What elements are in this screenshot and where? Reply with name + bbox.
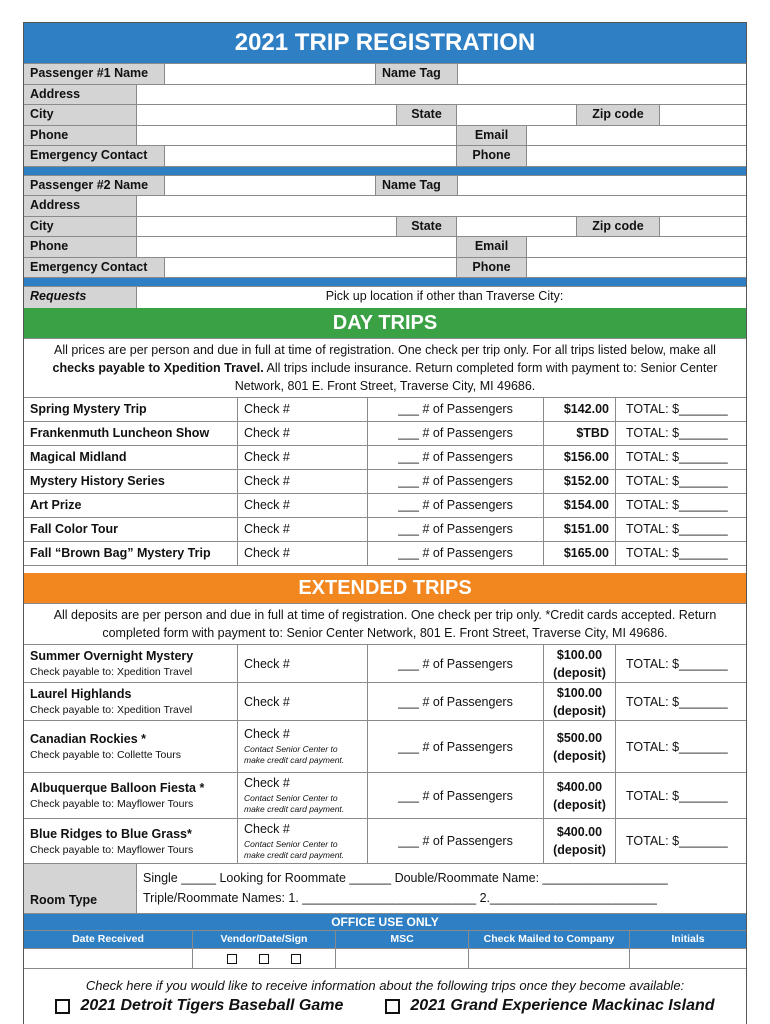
trip-price: $154.00	[544, 494, 616, 517]
check-number-field[interactable]	[238, 819, 368, 863]
p2-address-field[interactable]	[137, 196, 746, 216]
p1-address-field[interactable]	[137, 85, 746, 105]
table-row	[24, 644, 746, 682]
p2-name-tag-field[interactable]	[458, 176, 746, 196]
check-label: Check #	[244, 821, 290, 836]
total-field[interactable]: TOTAL: $_______	[626, 402, 728, 416]
trip-price: $400.00	[556, 779, 603, 794]
passenger-count-field[interactable]: ___ # of Passengers	[368, 398, 544, 421]
trip-price: $152.00	[544, 470, 616, 493]
deposit-label: (deposit)	[553, 843, 606, 857]
passenger-count-field[interactable]	[368, 683, 544, 720]
p1-emergency-phone-field[interactable]	[527, 146, 746, 166]
credit-card-note	[244, 744, 367, 766]
trip-price: $165.00	[544, 542, 616, 565]
tigers-game-checkbox[interactable]	[55, 999, 70, 1014]
office-vendor-field	[193, 949, 336, 968]
credit-card-note	[244, 793, 367, 815]
deposit-label: (deposit)	[553, 665, 606, 680]
total-field[interactable]: TOTAL: $_______	[626, 426, 728, 440]
deposit-label: (deposit)	[553, 703, 606, 718]
section-divider	[24, 166, 746, 175]
extended-trips-heading: EXTENDED TRIPS	[24, 573, 746, 603]
p2-city-label: City	[24, 217, 137, 237]
table-row	[24, 397, 746, 421]
passenger-count-field[interactable]: ___ # of Passengers	[368, 470, 544, 493]
table-row	[24, 541, 746, 565]
vendor-checkbox[interactable]	[227, 954, 237, 964]
office-col-date-received: Date Received	[24, 931, 193, 948]
trip-price: $151.00	[544, 518, 616, 541]
interest-options	[24, 997, 746, 1015]
deposit-cell	[544, 819, 616, 863]
deposit-cell	[544, 773, 616, 818]
trip-name-cell	[24, 819, 238, 863]
total-field[interactable]: TOTAL: $_______	[626, 474, 728, 488]
p2-city-field[interactable]	[137, 217, 397, 237]
trip-name: Albuquerque Balloon Fiesta *	[30, 781, 205, 795]
check-label: Check #	[244, 776, 290, 790]
p2-name-field[interactable]	[165, 176, 376, 196]
trip-name: Blue Ridges to Blue Grass*	[30, 826, 192, 841]
check-label: Check #	[244, 694, 290, 709]
room-type-row	[24, 863, 746, 913]
p1-emergency-field[interactable]	[165, 146, 457, 166]
trip-price: $400.00	[556, 825, 603, 839]
day-trips-table	[24, 397, 746, 565]
extended-trips-note: All deposits are per person and due in full at time of registration. One check per trip only. *Credit cards accepted. Return completed form with payment to: Senior Center Network, 801 E. Front Street, Traverse City, MI 49686.	[24, 603, 746, 644]
credit-card-note-line: make credit card payment.	[244, 804, 345, 814]
day-trips-note-text: All prices are per person and due in full at time of registration. One check per trip only. For all trips listed below, make all	[54, 343, 716, 357]
date-checkbox[interactable]	[259, 954, 269, 964]
section-divider	[24, 277, 746, 286]
form-title: 2021 TRIP REGISTRATION	[24, 23, 746, 63]
table-row	[24, 469, 746, 493]
interest-note: Check here if you would like to receive information about the following trips once they become available:	[85, 978, 685, 993]
requests-field[interactable]: Pick up location if other than Traverse City:	[137, 287, 746, 308]
day-trips-heading: DAY TRIPS	[24, 308, 746, 338]
check-number-field[interactable]: Check #	[238, 446, 368, 469]
table-row	[24, 682, 746, 720]
payable-to: Check payable to: Xpedition Travel	[30, 666, 193, 678]
p2-name-label: Passenger #2 Name	[24, 176, 165, 196]
deposit-cell	[544, 683, 616, 720]
check-number-field[interactable]: Check #	[238, 422, 368, 445]
passenger-count-field[interactable]	[368, 819, 544, 863]
deposit-cell	[544, 645, 616, 682]
deposit-label: (deposit)	[553, 797, 606, 812]
p1-email-label: Email	[457, 126, 527, 146]
passengers-label: ___ # of Passengers	[398, 788, 513, 803]
table-row	[24, 818, 746, 863]
spacer	[24, 565, 746, 573]
p2-emergency-label: Emergency Contact	[24, 258, 165, 278]
p1-name-field[interactable]	[165, 64, 376, 84]
requests-row	[24, 286, 746, 308]
check-label: Check #	[244, 656, 290, 671]
p1-zip-field[interactable]	[660, 105, 746, 125]
interest-footer	[24, 968, 746, 1024]
tigers-game-label: 2021 Detroit Tigers Baseball Game	[80, 997, 344, 1014]
p1-name-tag-label: Name Tag	[376, 64, 458, 84]
check-number-field[interactable]	[238, 721, 368, 772]
p1-city-label: City	[24, 105, 137, 125]
total-field[interactable]	[616, 819, 746, 863]
credit-card-note	[244, 839, 367, 861]
table-row	[24, 772, 746, 818]
mackinac-label: 2021 Grand Experience Mackinac Island	[410, 997, 715, 1014]
trip-name: Magical Midland	[24, 446, 238, 469]
office-col-check-mailed: Check Mailed to Company	[469, 931, 630, 948]
sign-checkbox[interactable]	[291, 954, 301, 964]
payable-to: Check payable to: Collette Tours	[30, 749, 181, 761]
requests-label: Requests	[24, 287, 137, 308]
p1-emergency-phone-label: Phone	[457, 146, 527, 166]
p2-zip-field[interactable]	[660, 217, 746, 237]
office-col-msc: MSC	[336, 931, 469, 948]
trip-price: $100.00	[556, 647, 603, 662]
p2-address-row	[24, 195, 746, 216]
p1-city-row	[24, 104, 746, 125]
passenger-count-field[interactable]: ___ # of Passengers	[368, 518, 544, 541]
p1-emergency-label: Emergency Contact	[24, 146, 165, 166]
p2-emergency-row	[24, 257, 746, 278]
table-row	[24, 517, 746, 541]
payable-to: Check payable to: Xpedition Travel	[30, 704, 193, 716]
p2-emergency-phone-field[interactable]	[527, 258, 746, 278]
total-field[interactable]	[616, 683, 746, 720]
check-number-field[interactable]: Check #	[238, 518, 368, 541]
passengers-label: ___ # of Passengers	[398, 656, 513, 671]
trip-name-cell	[24, 773, 238, 818]
room-type-fields[interactable]	[137, 864, 746, 913]
trip-name: Mystery History Series	[24, 470, 238, 493]
total-label: TOTAL: $_______	[626, 739, 728, 754]
p1-phone-field[interactable]	[137, 126, 457, 146]
passenger-count-field[interactable]	[368, 773, 544, 818]
p2-state-label: State	[397, 217, 457, 237]
check-number-field[interactable]: Check #	[238, 398, 368, 421]
p1-address-label: Address	[24, 85, 137, 105]
office-use-columns	[24, 930, 746, 948]
trip-name: Fall Color Tour	[24, 518, 238, 541]
total-label: TOTAL: $_______	[626, 788, 728, 803]
extended-trips-table	[24, 644, 746, 863]
payable-to: Check payable to: Mayflower Tours	[30, 843, 194, 856]
passenger-count-field[interactable]	[368, 645, 544, 682]
p2-phone-label: Phone	[24, 237, 137, 257]
table-row	[24, 720, 746, 772]
payable-to: Check payable to: Mayflower Tours	[30, 798, 194, 810]
passenger-count-field[interactable]: ___ # of Passengers	[368, 542, 544, 565]
total-field[interactable]: TOTAL: $_______	[626, 522, 728, 536]
p1-zip-label: Zip code	[577, 105, 660, 125]
trip-price: $156.00	[544, 446, 616, 469]
p1-state-field[interactable]	[457, 105, 577, 125]
p2-email-field[interactable]	[527, 237, 746, 257]
office-date-received-field[interactable]	[24, 949, 193, 968]
p2-phone-row	[24, 236, 746, 257]
p2-state-field[interactable]	[457, 217, 577, 237]
p2-email-label: Email	[457, 237, 527, 257]
office-col-vendor: Vendor/Date/Sign	[193, 931, 336, 948]
total-label: TOTAL: $_______	[626, 834, 728, 848]
trip-price: $TBD	[544, 422, 616, 445]
trip-price: $100.00	[556, 685, 603, 700]
room-type-line-1[interactable]: Single _____ Looking for Roommate ______ Double/Roommate Name: __________________	[143, 871, 668, 885]
trip-name: Spring Mystery Trip	[24, 398, 238, 421]
p1-city-field[interactable]	[137, 105, 397, 125]
p2-zip-label: Zip code	[577, 217, 660, 237]
passengers-label: ___ # of Passengers	[398, 739, 513, 754]
total-label: TOTAL: $_______	[626, 694, 728, 709]
trip-price: $142.00	[544, 398, 616, 421]
total-field[interactable]	[616, 773, 746, 818]
trip-name: Frankenmuth Luncheon Show	[24, 422, 238, 445]
office-initials-field[interactable]	[630, 949, 746, 968]
trip-price: $500.00	[556, 730, 603, 745]
total-field[interactable]: TOTAL: $_______	[626, 546, 728, 560]
table-row	[24, 445, 746, 469]
total-label: TOTAL: $_______	[626, 656, 728, 671]
total-field[interactable]: TOTAL: $_______	[626, 450, 728, 464]
passenger-count-field[interactable]	[368, 721, 544, 772]
credit-card-note-line: make credit card payment.	[244, 755, 345, 765]
p2-phone-field[interactable]	[137, 237, 457, 257]
mackinac-checkbox[interactable]	[385, 999, 400, 1014]
passenger-count-field[interactable]: ___ # of Passengers	[368, 422, 544, 445]
credit-card-note-line: Contact Senior Center to	[244, 838, 338, 849]
office-msc-field[interactable]	[336, 949, 469, 968]
office-col-initials: Initials	[671, 933, 705, 945]
trip-name-cell	[24, 721, 238, 772]
p1-email-field[interactable]	[527, 126, 746, 146]
check-number-field[interactable]: Check #	[238, 542, 368, 565]
credit-card-note-line: Contact Senior Center to	[244, 793, 338, 803]
day-trips-note-bold: checks payable to Xpedition Travel.	[52, 361, 264, 375]
trip-name: Laurel Highlands	[30, 687, 132, 701]
passengers-label: ___ # of Passengers	[398, 834, 513, 848]
p2-emergency-field[interactable]	[165, 258, 457, 278]
p2-emergency-phone-label: Phone	[457, 258, 527, 278]
p1-phone-label: Phone	[24, 126, 137, 146]
room-type-line-2[interactable]: Triple/Roommate Names: 1. _________________________ 2.________________________	[143, 891, 657, 905]
office-use-values	[24, 948, 746, 968]
check-number-field[interactable]	[238, 773, 368, 818]
trip-name: Canadian Rockies *	[30, 732, 147, 746]
p2-address-label: Address	[24, 196, 137, 216]
p1-address-row	[24, 84, 746, 105]
room-type-label: Room Type	[24, 864, 137, 913]
day-trips-note	[24, 338, 746, 397]
trip-name-cell	[24, 645, 238, 682]
check-number-field[interactable]: Check #	[238, 470, 368, 493]
check-number-field[interactable]	[238, 645, 368, 682]
trip-name: Fall “Brown Bag” Mystery Trip	[24, 542, 238, 565]
office-check-mailed-field[interactable]	[469, 949, 630, 968]
p1-name-row	[24, 63, 746, 84]
table-row	[24, 421, 746, 445]
p1-name-label: Passenger #1 Name	[24, 64, 165, 84]
trip-name: Art Prize	[24, 494, 238, 517]
total-field[interactable]: TOTAL: $_______	[626, 498, 728, 512]
deposit-label: (deposit)	[553, 748, 606, 763]
office-use-heading: OFFICE USE ONLY	[24, 913, 746, 930]
total-field[interactable]	[616, 645, 746, 682]
p2-name-row	[24, 175, 746, 196]
registration-form	[23, 22, 747, 1024]
credit-card-note-line: Contact Senior Center to	[244, 744, 338, 754]
passenger-count-field[interactable]: ___ # of Passengers	[368, 446, 544, 469]
p1-phone-row	[24, 125, 746, 146]
p1-state-label: State	[397, 105, 457, 125]
check-number-field[interactable]: Check #	[238, 494, 368, 517]
passenger-count-field[interactable]: ___ # of Passengers	[368, 494, 544, 517]
trip-name-cell	[24, 683, 238, 720]
table-row	[24, 493, 746, 517]
p2-city-row	[24, 216, 746, 237]
deposit-cell	[544, 721, 616, 772]
check-number-field[interactable]	[238, 683, 368, 720]
credit-card-note-line: make credit card payment.	[244, 849, 345, 860]
day-trips-note-text-2: All trips include insurance. Return completed form with payment to: Senior Center Network, 801 E. Front Street, Traverse City, MI 49686.	[234, 361, 718, 393]
check-label: Check #	[244, 727, 290, 741]
total-field[interactable]	[616, 721, 746, 772]
p1-name-tag-field[interactable]	[458, 64, 746, 84]
p2-name-tag-label: Name Tag	[376, 176, 458, 196]
trip-name: Summer Overnight Mystery	[30, 649, 194, 663]
passengers-label: ___ # of Passengers	[398, 694, 513, 709]
p1-emergency-row	[24, 145, 746, 166]
